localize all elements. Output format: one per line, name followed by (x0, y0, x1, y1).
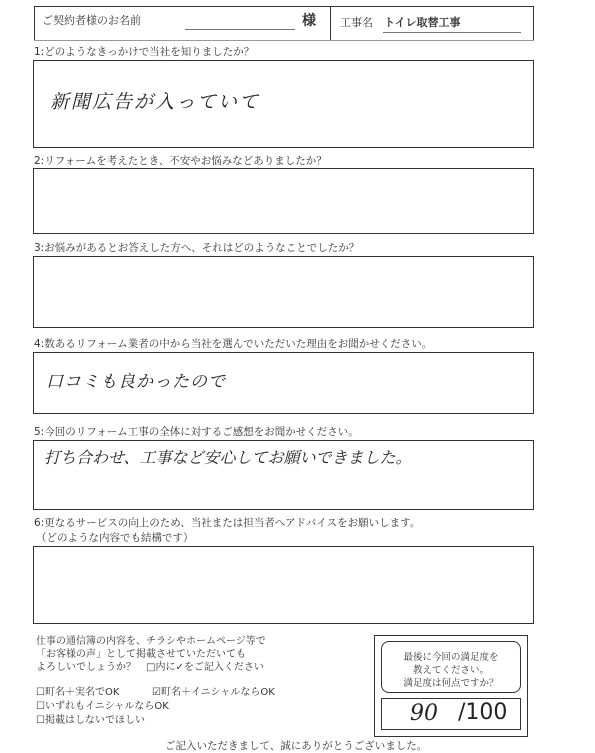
header-bottom-border (34, 40, 534, 41)
consent-option-no-publish[interactable] (36, 711, 145, 726)
work-name-label: 工事名 (340, 16, 373, 29)
checkbox-no-publish[interactable]: ☐ (36, 715, 45, 726)
answer-5-handwriting: 打ち合わせ、工事など安心してお願いできました。 (44, 448, 412, 467)
footer-thanks: ご記入いただきまして、誠にありがとうございました。 (165, 740, 428, 752)
consent-line-1: 仕事の通信簿の内容を、チラシやホームページ等で (36, 636, 266, 647)
consent-line-2: 「お客様の声」として掲載させていただいても (36, 649, 246, 660)
question-2-text: 2:リフォームを考えたとき、不安やお悩みなどありましたか？ (34, 155, 327, 167)
consent-option-real-name[interactable] (36, 683, 119, 698)
checkbox-all-initials[interactable]: ☐ (36, 701, 45, 712)
question-5-text: 5:今回のリフォーム工事の全体に対するご感想をお聞かせください。 (34, 426, 359, 438)
customer-name-field[interactable] (185, 29, 295, 30)
work-name-value: トイレ取替工事 (384, 16, 461, 29)
honorific-label: 様 (302, 13, 316, 29)
option-label-no-publish: 掲載はしないでほしい (44, 715, 145, 726)
score-max: /100 (458, 700, 508, 725)
question-6-note: （どのような内容でも結構です） (36, 532, 194, 544)
answer-4-handwriting: 口コミも良かったので (46, 372, 226, 392)
satisfaction-line-3: 満足度は何点ですか？ (403, 678, 499, 689)
checkbox-real-name[interactable]: ☐ (36, 687, 45, 698)
satisfaction-question-box (381, 641, 521, 693)
question-4-text: 4:数あるリフォーム業者の中から当社を選んでいただいた理由をお聞かせください。 (34, 338, 433, 350)
answer-box-2[interactable] (33, 168, 534, 234)
score-value: 90 (410, 701, 438, 726)
option-label-real-name: 町名＋実名でOK (44, 687, 120, 698)
work-name-underline (383, 32, 521, 33)
satisfaction-line-1: 最後に今回の満足度を (403, 652, 499, 663)
answer-box-1[interactable] (33, 60, 534, 148)
header-right-border (533, 6, 534, 40)
checkbox-initials[interactable]: ☑ (152, 687, 161, 698)
consent-option-all-initials[interactable] (36, 697, 169, 712)
header-left-border (34, 6, 35, 40)
consent-line-3: よろしいでしょうか？ □内に✓をご記入ください (36, 662, 264, 673)
header-top-border (34, 6, 534, 7)
answer-box-4[interactable] (33, 352, 534, 414)
option-label-all-initials: いずれもイニシャルならOK (44, 701, 169, 712)
score-box[interactable] (381, 698, 521, 730)
question-6-text: 6:更なるサービスの向上のため、当社または担当者へアドバイスをお願いします。 (34, 517, 421, 529)
consent-option-initials[interactable] (152, 683, 275, 698)
answer-1-handwriting: 新聞広告が入っていて (50, 91, 261, 113)
satisfaction-panel (374, 635, 528, 737)
question-1-text: 1:どのようなきっかけで当社を知りましたか？ (34, 46, 255, 58)
question-3-text: 3:お悩みがあるとお答えした方へ、それはどのようなことでしたか？ (34, 242, 360, 254)
answer-box-6[interactable] (33, 546, 534, 624)
header-divider (330, 6, 331, 40)
customer-name-label: ご契約者様のお名前 (42, 14, 141, 27)
option-label-initials: 町名＋イニシャルならOK (160, 687, 275, 698)
answer-box-3[interactable] (33, 256, 534, 328)
satisfaction-line-2: 教えてください。 (412, 665, 489, 676)
answer-box-5[interactable] (33, 440, 534, 510)
